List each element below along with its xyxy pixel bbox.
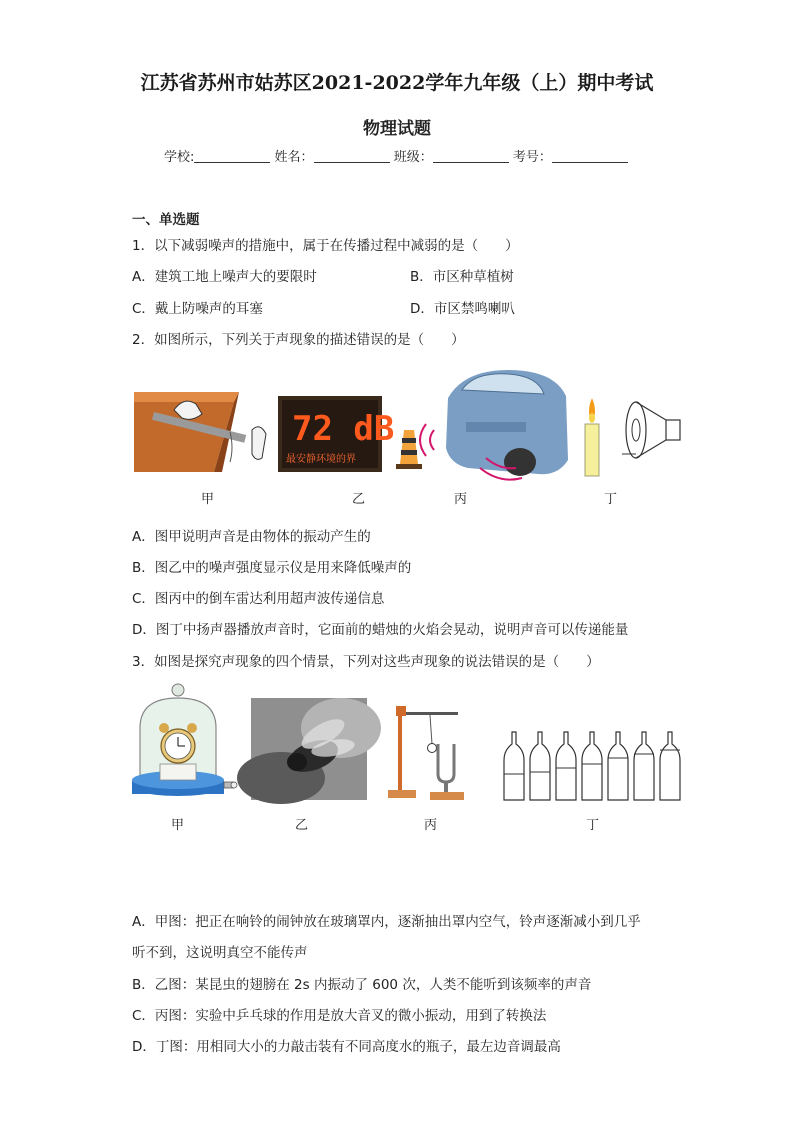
- q1-option-c: C．戴上防噪声的耳塞: [132, 301, 263, 317]
- q2-option-a: A．图甲说明声音是由物体的振动产生的: [132, 529, 371, 545]
- exam-title: 江苏省苏州市姑苏区2021-2022学年九年级（上）期中考试: [140, 72, 654, 94]
- student-info-line: [164, 146, 628, 165]
- q3-label-jia: 甲: [171, 818, 185, 833]
- q1-option-a: A．建筑工地上噪声大的要限时: [132, 269, 317, 285]
- q3-option-a-line1: A．甲图：把正在响铃的闹钟放在玻璃罩内，逐渐抽出罩内空气，铃声逐渐减小到几乎: [132, 914, 641, 930]
- name-label: 姓名：: [274, 150, 314, 165]
- q2-label-ding: 丁: [604, 492, 618, 507]
- q2-label-yi: 乙: [352, 492, 366, 507]
- section-heading: 一、单选题: [132, 212, 200, 228]
- exam-subtitle: 物理试题: [363, 119, 431, 139]
- q2-label-jia: 甲: [201, 492, 215, 507]
- bottles-figure: [502, 730, 688, 802]
- q1-option-d: D．市区禁鸣喇叭: [410, 301, 515, 317]
- q2-label-bing: 丙: [454, 492, 468, 507]
- q3-stem: 3．如图是探究声现象的四个情景，下列对这些声现象的说法错误的是（ ）: [132, 654, 600, 670]
- q1-option-b: B．市区种草植树: [410, 269, 514, 285]
- school-label: 学校:: [164, 150, 195, 165]
- noise-meter-figure: [278, 396, 395, 472]
- q2-option-d: D．图丁中扬声器播放声音时，它面前的蜡烛的火焰会晃动，说明声音可以传递能量: [132, 622, 629, 638]
- bell-jar-figure: [130, 682, 240, 804]
- q3-label-yi: 乙: [295, 818, 309, 833]
- q3-option-c: C．丙图：实验中乒乓球的作用是放大音叉的微小振动，用到了转换法: [132, 1008, 547, 1024]
- tuning-fork-figure: [388, 700, 474, 804]
- name-blank[interactable]: [314, 149, 390, 163]
- candle-speaker-figure: [582, 394, 686, 480]
- class-blank[interactable]: [433, 149, 509, 163]
- q2-stem: 2．如图所示，下列关于声现象的描述错误的是（ ）: [132, 332, 465, 348]
- school-blank[interactable]: [194, 149, 270, 163]
- exam-no-blank[interactable]: [552, 149, 628, 163]
- noise-reading: 72 dB: [292, 409, 395, 449]
- exam-no-label: 考号：: [512, 150, 552, 165]
- q2-option-c: C．图丙中的倒车雷达利用超声波传递信息: [132, 591, 385, 607]
- q3-label-bing: 丙: [424, 818, 438, 833]
- q3-option-a-line2: 听不到，这说明真空不能传声: [132, 945, 308, 961]
- q3-option-b: B．乙图：某昆虫的翅膀在 2s 内振动了 600 次，人类不能听到该频率的声音: [132, 977, 592, 993]
- class-label: 班级：: [393, 150, 433, 165]
- insect-figure: [251, 698, 367, 800]
- q3-label-ding: 丁: [586, 818, 600, 833]
- q1-stem: 1．以下减弱噪声的措施中，属于在传播过程中减弱的是（ ）: [132, 238, 519, 254]
- ruler-table-figure: [134, 392, 274, 478]
- noise-sign-text: 最安静环境的界: [286, 454, 356, 465]
- q2-option-b: B．图乙中的噪声强度显示仪是用来降低噪声的: [132, 560, 412, 576]
- q3-option-d: D．丁图：用相同大小的力敲击装有不同高度水的瓶子，最左边音调最高: [132, 1039, 561, 1055]
- reverse-radar-figure: [396, 368, 568, 480]
